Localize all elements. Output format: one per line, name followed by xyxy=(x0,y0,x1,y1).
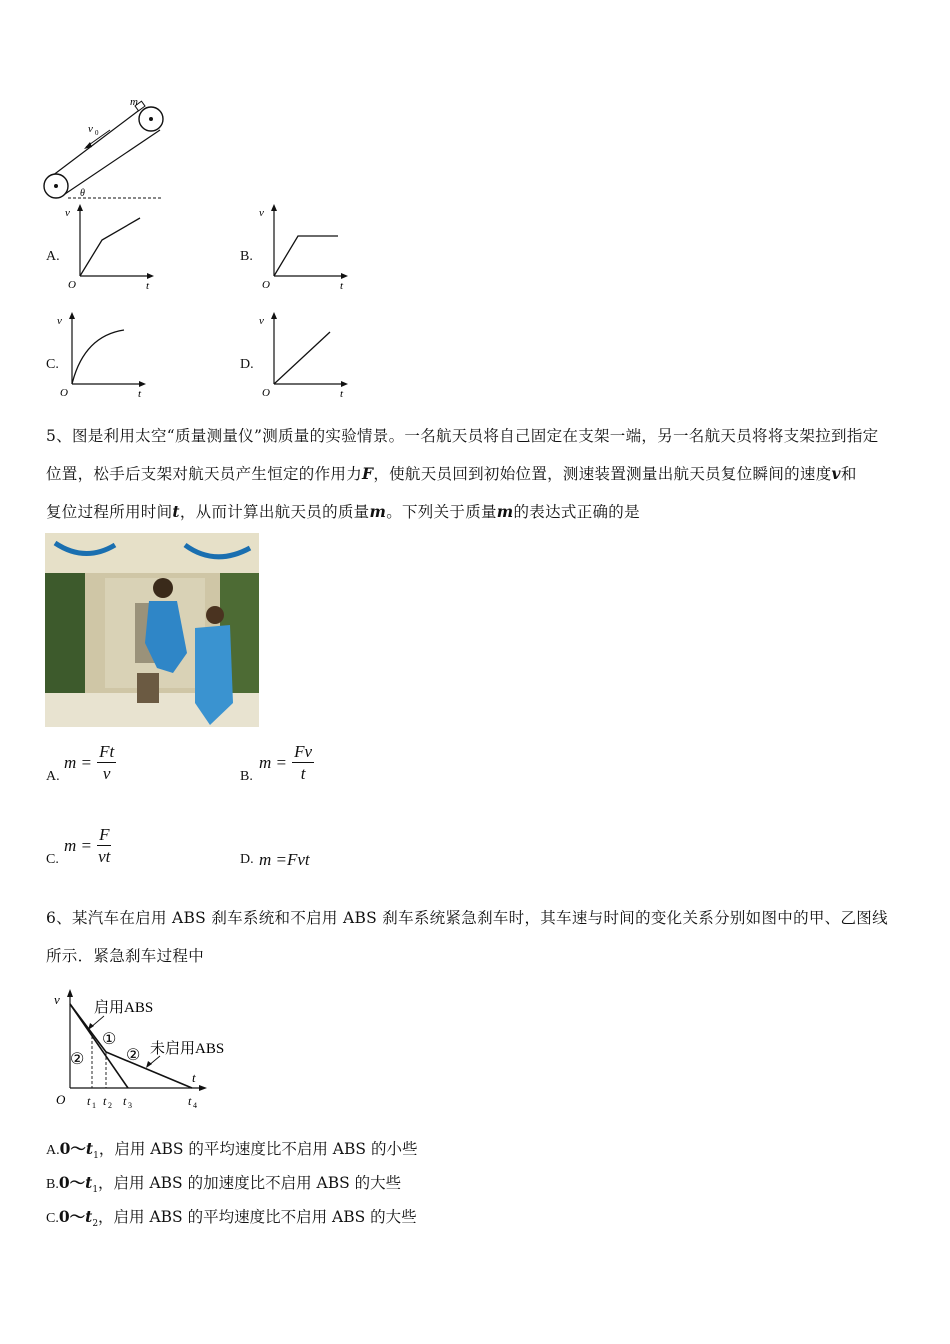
svg-text:t: t xyxy=(340,280,344,292)
svg-text:v: v xyxy=(259,315,264,327)
svg-text:O: O xyxy=(262,387,270,399)
svg-text:0: 0 xyxy=(95,129,99,137)
q4-graph-a[interactable] xyxy=(62,202,157,292)
svg-text:启用ABS: 启用ABS xyxy=(94,1000,154,1016)
q5-option-d-label[interactable]: D. xyxy=(240,852,254,867)
svg-text:未启用ABS: 未启用ABS xyxy=(150,1041,225,1057)
q5-option-b-expr[interactable]: m = $\frac{Fv}{t}$ xyxy=(259,742,313,783)
svg-text:v: v xyxy=(57,315,62,327)
svg-text:t: t xyxy=(138,388,142,400)
svg-text:②: ② xyxy=(126,1047,141,1064)
q5-option-b-label[interactable]: B. xyxy=(240,769,253,784)
svg-text:O: O xyxy=(56,1092,66,1107)
svg-text:②: ② xyxy=(70,1051,85,1068)
svg-text:O: O xyxy=(68,279,76,291)
svg-text:1: 1 xyxy=(92,1101,96,1110)
q5-stem: 5、图是利用太空“质量测量仪”测质量的实验情景。一名航天员将自己固定在支架一端，另一名航天员将将支架拉到指定 位置，松手后支架对航天员产生恒定的作用力F，使航天员回到初始位置，测速装置测量出航天员复位瞬间的速度v和 复位过程所用时间t，从而计算出航天员的质量m。下列关于质量m的表达式正确的是 xyxy=(46,427,879,521)
svg-text:O: O xyxy=(262,279,270,291)
svg-text:4: 4 xyxy=(193,1101,197,1110)
svg-text:t: t xyxy=(192,1070,196,1085)
q5-option-a-label[interactable]: A. xyxy=(46,769,60,784)
q4-option-c-label[interactable]: C. xyxy=(46,357,59,372)
q4-graph-d[interactable] xyxy=(256,310,351,400)
q5-option-c-expr[interactable]: m = $\frac{F}{vt}$ xyxy=(64,825,111,866)
svg-text:O: O xyxy=(60,387,68,399)
space-station-photo xyxy=(45,533,259,727)
q4-option-a-label[interactable]: A. xyxy=(46,249,60,264)
conveyor-figure xyxy=(40,92,180,202)
q5-option-a-expr[interactable]: m = $\frac{Ft}{v}$ xyxy=(64,742,115,783)
theta-label: θ xyxy=(80,188,85,199)
q6-stem: 6、某汽车在启用 ABS 刹车系统和不启用 ABS 刹车系统紧急刹车时，其车速与时间的变化关系分别如图中的甲、乙图线 所示．紧急刹车过程中 xyxy=(46,909,888,965)
svg-text:t: t xyxy=(146,280,150,292)
svg-text:v: v xyxy=(65,207,70,219)
q4-graph-b[interactable] xyxy=(256,202,351,292)
svg-text:t: t xyxy=(123,1094,127,1108)
svg-text:v: v xyxy=(88,123,93,135)
abs-vt-graph xyxy=(50,988,250,1113)
q6-option-c[interactable]: $C.0\sim t_2$，启用 ABS 的平均速度比不启用 ABS 的大些 xyxy=(46,1207,417,1230)
svg-text:t: t xyxy=(87,1094,91,1108)
svg-text:①: ① xyxy=(102,1031,117,1048)
svg-text:t: t xyxy=(340,388,344,400)
q4-option-b-label[interactable]: B. xyxy=(240,249,253,264)
svg-text:t: t xyxy=(103,1094,107,1108)
q4-graph-c[interactable] xyxy=(54,310,149,400)
svg-text:v: v xyxy=(54,992,60,1007)
mass-label: m xyxy=(130,96,138,108)
q6-option-a[interactable]: $A.0\sim t_1$，启用 ABS 的平均速度比不启用 ABS 的小些 xyxy=(46,1139,418,1162)
q5-option-c-label[interactable]: C. xyxy=(46,852,59,867)
q6-option-b[interactable]: $B.0\sim t_1$，启用 ABS 的加速度比不启用 ABS 的大些 xyxy=(46,1173,402,1196)
svg-text:2: 2 xyxy=(108,1101,112,1110)
svg-text:t: t xyxy=(188,1094,192,1108)
q4-option-d-label[interactable]: D. xyxy=(240,357,254,372)
svg-text:v: v xyxy=(259,207,264,219)
q5-option-d-expr[interactable]: m =Fvt xyxy=(259,850,310,869)
svg-text:3: 3 xyxy=(128,1101,132,1110)
